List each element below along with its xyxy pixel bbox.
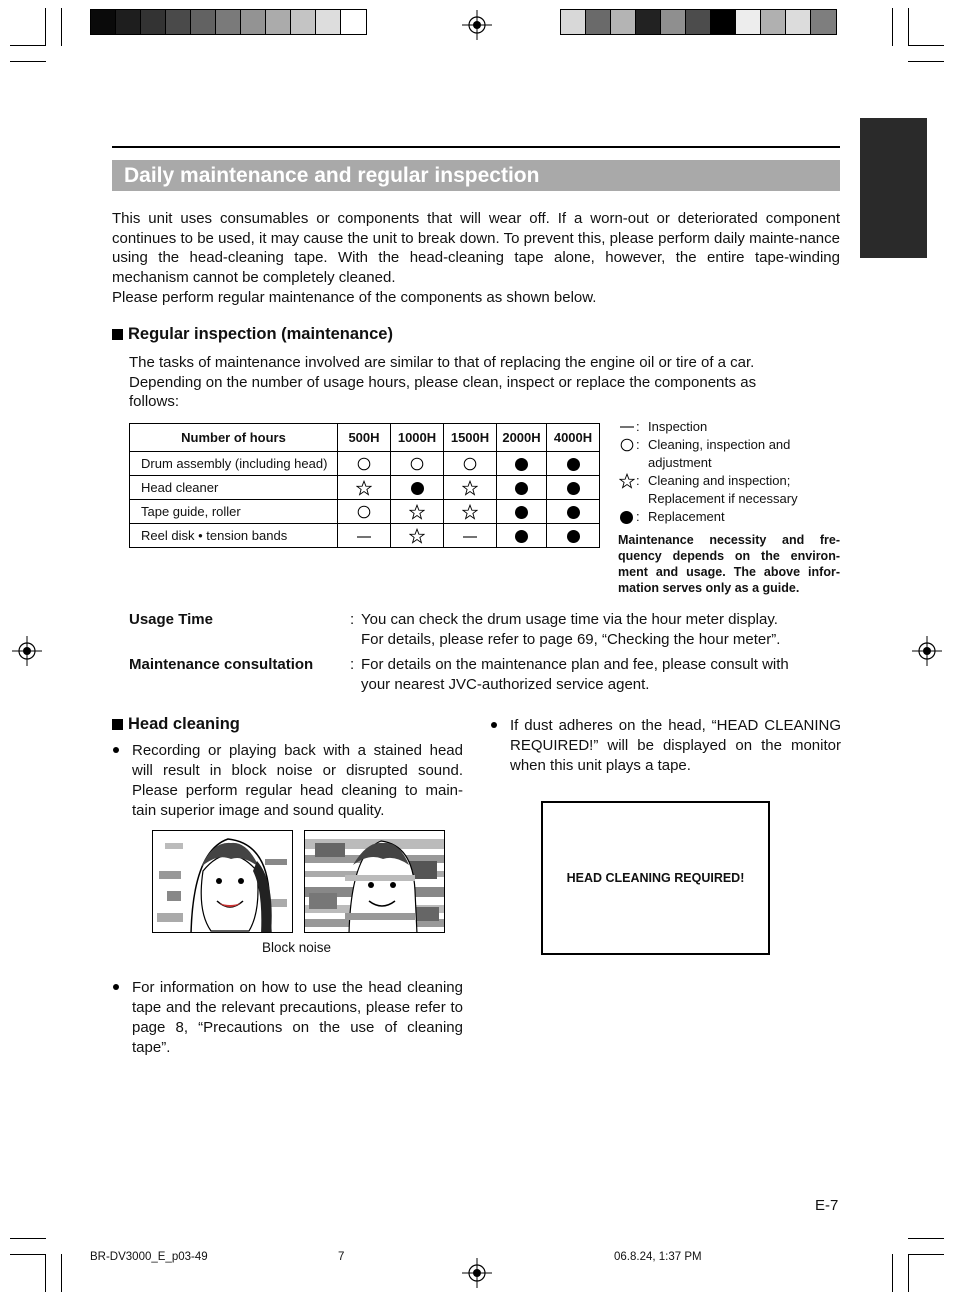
table-cell	[444, 524, 497, 548]
table-cell	[338, 452, 391, 476]
footer-file: BR-DV3000_E_p03-49	[90, 1251, 208, 1263]
circle-symbol-icon	[463, 457, 477, 471]
table-cell	[391, 476, 444, 500]
table-cell	[497, 500, 547, 524]
regular-inspection-text: The tasks of maintenance involved are similar to that of replacing the engine oil or tire of a car. Depending on the number of usage hours, please clean, inspect or replace the components as follows:	[129, 354, 757, 410]
dot-symbol-icon	[514, 481, 529, 496]
registration-mark-bottom-icon	[462, 1258, 492, 1288]
table-cell	[338, 500, 391, 524]
top-rule	[112, 146, 840, 148]
star-symbol-icon	[409, 528, 425, 544]
registration-mark-left-icon	[12, 636, 42, 666]
square-bullet-icon	[112, 329, 123, 340]
table-cell	[547, 476, 600, 500]
color-swatch	[91, 10, 116, 34]
color-swatch	[216, 10, 241, 34]
usage-line: For details, please refer to page 69, “Checking the hour meter”.	[361, 631, 781, 648]
color-swatch	[116, 10, 141, 34]
dot-symbol-icon	[566, 481, 581, 496]
circle-symbol-icon	[620, 438, 634, 452]
table-header-row	[130, 424, 600, 452]
dash-symbol-icon	[356, 533, 372, 541]
bullet-dust-warning: If dust adheres on the head, “HEAD CLEANING REQUIRED!” will be displayed on the monitor when this unit plays a tape.	[510, 717, 841, 774]
legend	[617, 418, 842, 526]
registration-mark-top-icon	[462, 10, 492, 40]
regular-inspection-heading	[112, 325, 393, 344]
illustration-caption: Block noise	[262, 940, 332, 955]
bullet-icon	[113, 984, 119, 990]
head-cleaning-heading	[112, 715, 240, 734]
color-swatch	[241, 10, 266, 34]
color-swatch	[191, 10, 216, 34]
color-swatch	[811, 10, 836, 34]
table-item-label: Reel disk • tension bands	[130, 524, 338, 548]
color-swatch	[686, 10, 711, 34]
monitor-message: HEAD CLEANING REQUIRED!	[566, 871, 745, 885]
dot-symbol-icon	[566, 505, 581, 520]
color-swatch	[561, 10, 586, 34]
color-swatch	[141, 10, 166, 34]
table-cell	[444, 500, 497, 524]
bullet-icon	[113, 747, 119, 753]
table-cell	[338, 476, 391, 500]
footer-date: 06.8.24, 1:37 PM	[614, 1251, 702, 1263]
dot-symbol-icon	[619, 510, 634, 525]
colon: :	[350, 611, 355, 628]
circle-symbol-icon	[410, 457, 424, 471]
color-swatch	[341, 10, 366, 34]
dot-symbol-icon	[514, 457, 529, 472]
page-number: E-7	[815, 1197, 839, 1214]
table-row	[130, 476, 600, 500]
legend-text: Cleaning, inspection and	[648, 437, 791, 452]
legend-entry: : Cleaning, inspection and adjustment	[617, 436, 842, 472]
star-symbol-icon	[409, 504, 425, 520]
color-swatch	[316, 10, 341, 34]
table-item-label: Head cleaner	[130, 476, 338, 500]
maintenance-table	[129, 423, 600, 548]
block-noise-illustration-clean	[152, 830, 293, 933]
square-bullet-icon	[112, 719, 123, 730]
table-header-2000h: 2000H	[497, 424, 547, 452]
color-bar-right	[560, 9, 837, 35]
color-swatch	[291, 10, 316, 34]
color-swatch	[166, 10, 191, 34]
dot-symbol-icon	[566, 457, 581, 472]
consultation-value	[361, 655, 841, 695]
legend-entry: : Cleaning and inspection; Replacement if necessary	[617, 472, 842, 508]
intro-text	[112, 209, 840, 308]
table-row	[130, 500, 600, 524]
table-header-500h: 500H	[338, 424, 391, 452]
usage-time-value	[361, 610, 841, 650]
usage-time-label: Usage Time	[129, 611, 213, 628]
table-cell	[547, 524, 600, 548]
footer-page: 7	[338, 1251, 345, 1263]
table-cell	[391, 500, 444, 524]
legend-text: Cleaning and inspection;	[648, 473, 791, 488]
color-swatch	[636, 10, 661, 34]
color-swatch	[266, 10, 291, 34]
table-cell	[444, 476, 497, 500]
color-swatch	[711, 10, 736, 34]
heading-text: Head cleaning	[128, 715, 240, 733]
consultation-label: Maintenance consultation	[129, 656, 314, 673]
bullet-icon	[491, 722, 497, 728]
legend-text: adjustment	[648, 455, 712, 470]
dash-symbol-icon	[619, 423, 635, 431]
legend-text: Replacement	[648, 509, 725, 524]
dot-symbol-icon	[514, 505, 529, 520]
legend-text: Replacement if necessary	[648, 491, 798, 506]
circle-symbol-icon	[357, 505, 371, 519]
dot-symbol-icon	[410, 481, 425, 496]
table-header-1000h: 1000H	[391, 424, 444, 452]
registration-mark-right-icon	[912, 636, 942, 666]
color-swatch	[786, 10, 811, 34]
consult-line: For details on the maintenance plan and fee, please consult with	[361, 656, 789, 673]
bullet-cleaning-tape: For information on how to use the head cleaning tape and the relevant precautions, please refer to page 8, “Precautions on the use of cleaning tape”.	[132, 979, 463, 1056]
star-symbol-icon	[619, 473, 635, 489]
table-cell	[497, 524, 547, 548]
title-bar	[112, 160, 840, 191]
color-swatch	[761, 10, 786, 34]
color-swatch	[586, 10, 611, 34]
legend-entry: : Inspection	[617, 418, 842, 436]
color-swatch	[611, 10, 636, 34]
star-symbol-icon	[356, 480, 372, 496]
table-cell	[497, 476, 547, 500]
table-cell	[338, 524, 391, 548]
heading-text: Regular inspection (maintenance)	[128, 325, 393, 343]
intro-paragraph: This unit uses consumables or components that will wear off. If a worn-out or deteriorated component continues to be used, it may cause the unit to break down. To prevent this, please perform daily mainte-nance using the head-cleaning tape. With the head-cleaning tape alone, however, the entire tape-winding mechanism cannot be completely cleaned.	[112, 210, 840, 287]
intro-paragraph: Please perform regular maintenance of the components as shown below.	[112, 288, 597, 306]
block-noise-illustration-noisy	[304, 830, 445, 933]
bullet-stained-head: Recording or playing back with a stained head will result in block noise or disrupted sound. Please perform regular head cleaning to main-tain superior image and sound quality.	[132, 742, 463, 819]
page-title: Daily maintenance and regular inspection	[124, 164, 540, 187]
table-cell	[444, 452, 497, 476]
table-cell	[547, 452, 600, 476]
color-bar-left	[90, 9, 367, 35]
table-header-hours: Number of hours	[130, 424, 338, 452]
usage-line: You can check the drum usage time via the hour meter display.	[361, 611, 778, 628]
table-header-1500h: 1500H	[444, 424, 497, 452]
monitor-display	[541, 801, 770, 955]
circle-symbol-icon	[357, 457, 371, 471]
table-header-4000h: 4000H	[547, 424, 600, 452]
legend-entry: : Replacement	[617, 508, 842, 526]
star-symbol-icon	[462, 504, 478, 520]
dash-symbol-icon	[462, 533, 478, 541]
table-cell	[497, 452, 547, 476]
color-swatch	[736, 10, 761, 34]
colon: :	[350, 656, 355, 673]
table-cell	[391, 524, 444, 548]
star-symbol-icon	[462, 480, 478, 496]
table-row	[130, 524, 600, 548]
table-row	[130, 452, 600, 476]
color-swatch	[661, 10, 686, 34]
section-tab	[860, 118, 927, 258]
consult-line: your nearest JVC-authorized service agent.	[361, 676, 650, 693]
legend-text: Inspection	[648, 419, 708, 434]
dot-symbol-icon	[566, 529, 581, 544]
table-item-label: Tape guide, roller	[130, 500, 338, 524]
table-cell	[391, 452, 444, 476]
table-cell	[547, 500, 600, 524]
table-item-label: Drum assembly (including head)	[130, 452, 338, 476]
dot-symbol-icon	[514, 529, 529, 544]
legend-note: Maintenance necessity and fre-quency depends on the environ-ment and usage. The above infor-mation serves only as a guide.	[618, 533, 840, 595]
